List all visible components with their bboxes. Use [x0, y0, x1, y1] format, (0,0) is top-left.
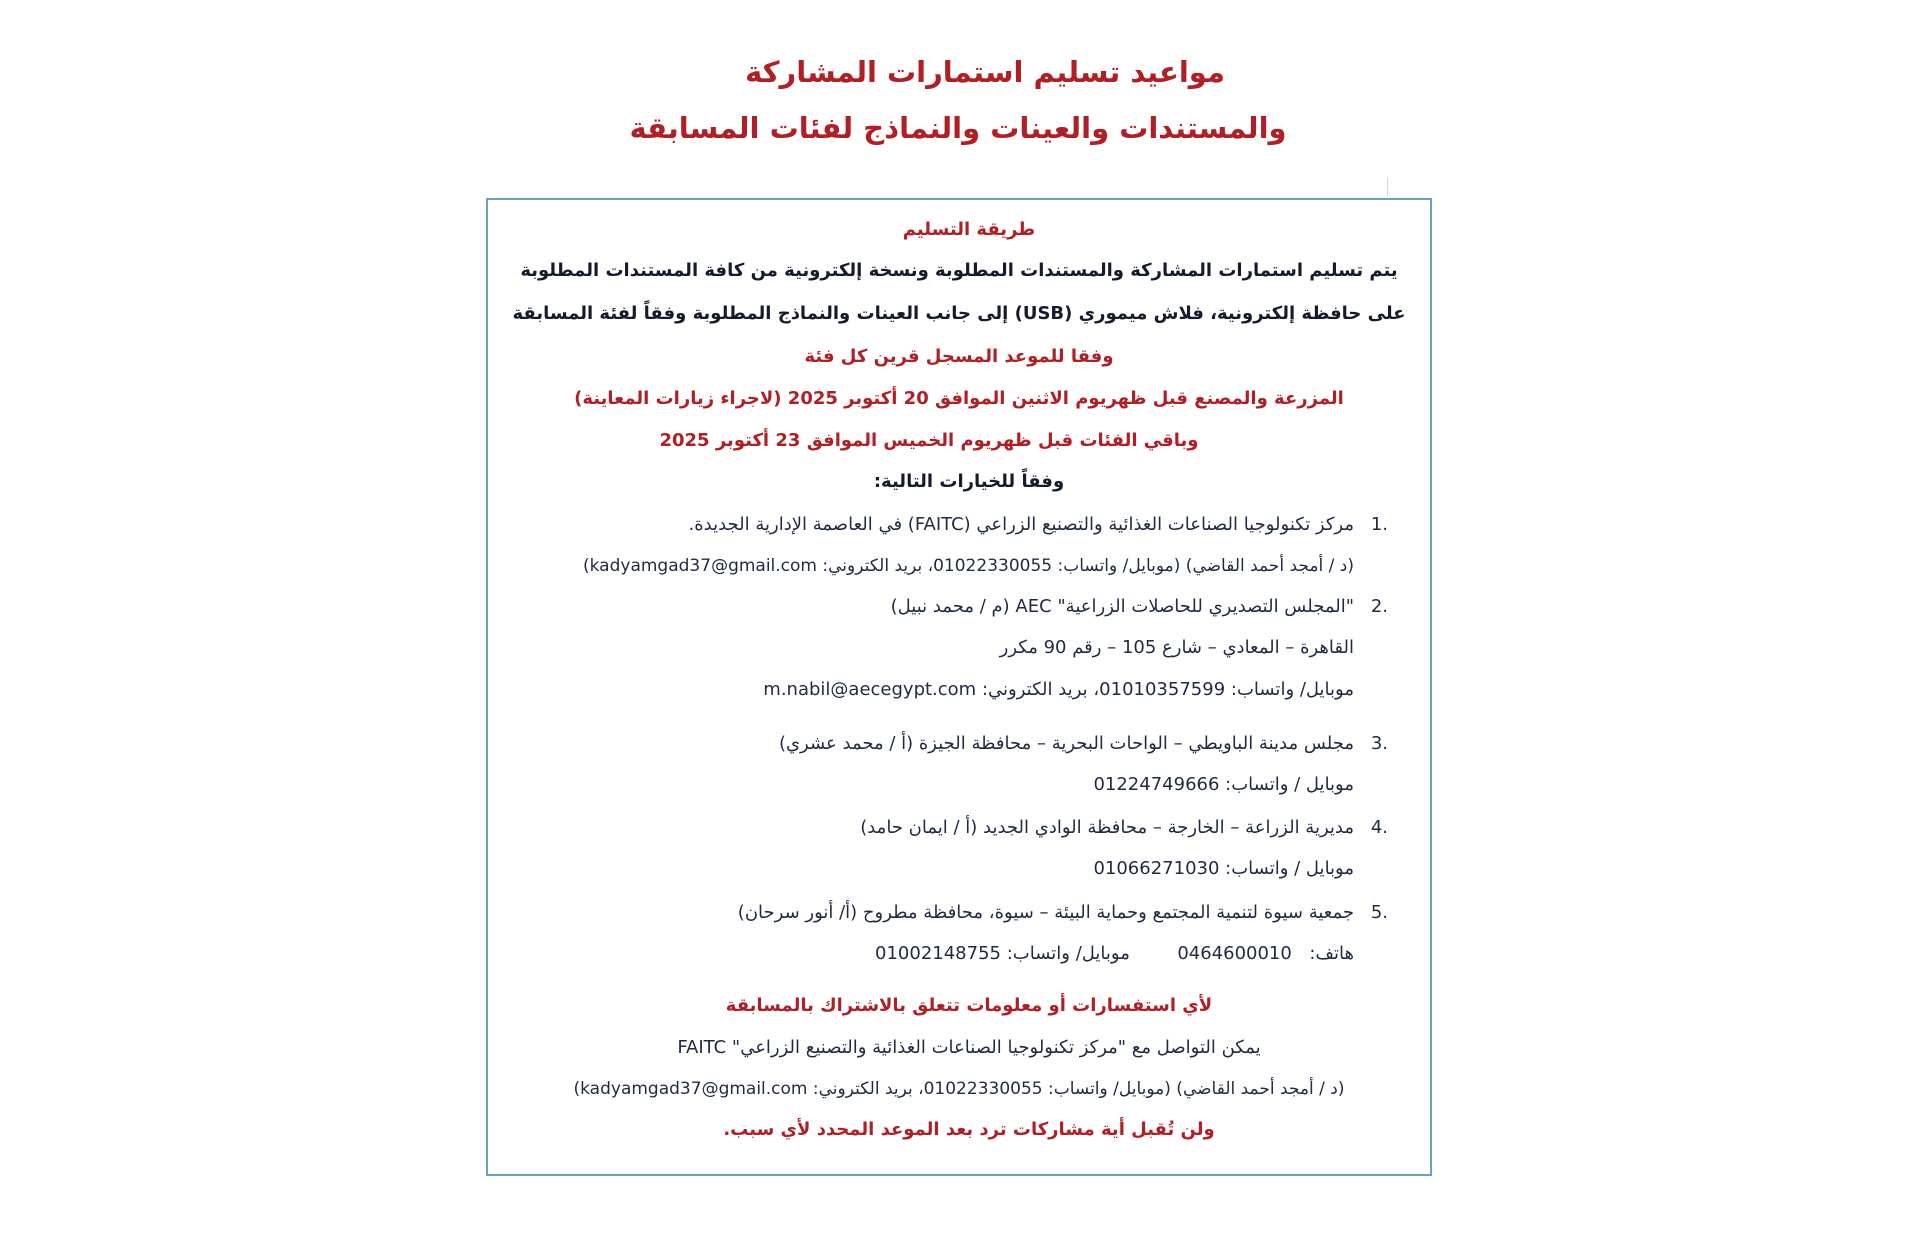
option-5-name: جمعية سيوة لتنمية المجتمع وحماية البيئة – سيوة، محافظة مطروح (أ/ أنور سرحان)	[737, 902, 1354, 923]
option-2-line-1	[890, 593, 1388, 621]
option-5-phone-label: هاتف:	[1309, 943, 1354, 964]
inquiries-line-1: يمكن التواصل مع "مركز تكنولوجيا الصناعات الغذائية والتصنيع الزراعي" FAITC	[677, 1037, 1261, 1058]
option-4-line-1	[860, 814, 1388, 842]
option-3-name: مجلس مدينة الباويطي – الواحات البحرية – محافظة الجيزة (أ / محمد عشري)	[778, 733, 1354, 754]
schedule-note: وفقا للموعد المسجل قرين كل فئة	[804, 346, 1114, 367]
page-title-line-2: والمستندات والعينات والنماذج لفئات المسابقة	[629, 111, 1287, 145]
option-5-mobile: موبايل/ واتساب: 01002148755	[875, 943, 1130, 964]
page-title-line-1: مواعيد تسليم استمارات المشاركة	[745, 55, 1225, 89]
option-2-name: "المجلس التصديري للحاصلات الزراعية" AEC (م / محمد نبيل)	[890, 596, 1354, 617]
option-2-number: 2.	[1370, 596, 1388, 617]
option-3-contact: موبايل / واتساب: 01224749666	[1093, 774, 1354, 795]
margin-mark	[1387, 178, 1388, 196]
option-1-name: مركز تكنولوجيا الصناعات الغذائية والتصنيع الزراعي (FAITC) في العاصمة الإدارية الجديدة.	[688, 514, 1354, 535]
closing-note: ولن تُقبل أية مشاركات ترد بعد الموعد المحدد لأي سبب.	[723, 1119, 1215, 1140]
deadline-other-categories: وباقي الفئات قبل ظهريوم الخميس الموافق 23 أكتوبر 2025	[659, 430, 1199, 451]
option-5-phone: 0464600010	[1177, 943, 1292, 964]
deadline-farm-factory: المزرعة والمصنع قبل ظهريوم الاثنين الموافق 20 أكتوبر 2025 (لاجراء زيارات المعاينة)	[574, 388, 1344, 409]
inquiries-heading: لأي استفسارات أو معلومات تتعلق بالاشتراك بالمسابقة	[725, 995, 1213, 1016]
option-1-line-1	[688, 511, 1388, 539]
option-5-contact	[875, 940, 1354, 968]
option-2-address: القاهرة – المعادي – شارع 105 – رقم 90 مكرر	[999, 637, 1354, 658]
options-label: وفقاً للخيارات التالية:	[873, 471, 1065, 492]
option-3-number: 3.	[1370, 733, 1388, 754]
option-4-name: مديرية الزراعة – الخارجة – محافظة الوادي الجديد (أ / ايمان حامد)	[860, 817, 1354, 838]
delivery-info-box	[486, 198, 1432, 1176]
option-5-number: 5.	[1370, 902, 1388, 923]
option-2-contact: موبايل/ واتساب: 01010357599، بريد الكتروني: m.nabil@aecegypt.com	[763, 679, 1354, 700]
option-5-line-1	[737, 899, 1388, 927]
option-3-line-1	[778, 730, 1388, 758]
delivery-intro-line-1: يتم تسليم استمارات المشاركة والمستندات المطلوبة ونسخة إلكترونية من كافة المستندات المطلوبة	[520, 260, 1398, 281]
delivery-intro-line-2: على حافظة إلكترونية، فلاش ميموري (USB) إلى جانب العينات والنماذج المطلوبة وفقاً لفئة المسابقة	[512, 303, 1406, 324]
delivery-heading: طريقة التسليم	[902, 219, 1036, 240]
option-4-contact: موبايل / واتساب: 01066271030	[1093, 858, 1354, 879]
option-1-number: 1.	[1370, 514, 1388, 535]
inquiries-line-2: (د / أمجد أحمد القاضي) (موبايل/ واتساب: 01022330055، بريد الكتروني: kadyamgad37@gmail.com)	[573, 1079, 1345, 1099]
option-1-contact: (د / أمجد أحمد القاضي) (موبايل/ واتساب: 01022330055، بريد الكتروني: kadyamgad37@gmail.com)	[583, 556, 1354, 576]
option-4-number: 4.	[1370, 817, 1388, 838]
